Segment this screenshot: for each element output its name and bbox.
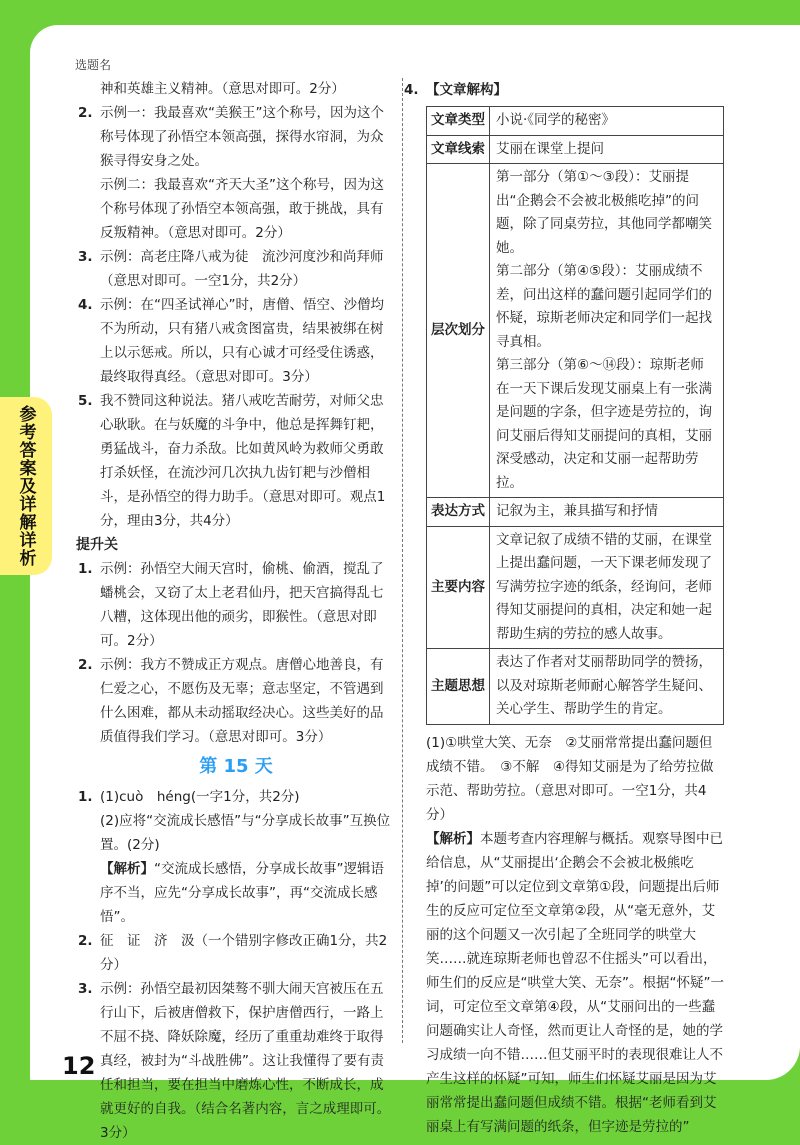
table-row <box>427 107 724 136</box>
analysis-tag: 【解析】 <box>426 830 480 847</box>
question-number: 3. <box>78 981 93 997</box>
answer-text: 示例：孙悟空最初因桀骜不驯大闹天宫被压在五行山下，后被唐僧救下，保护唐僧西行，一路上不屈不挠、降妖除魔，经历了重重劫难终于取得真经，被封为“斗战胜佛”。这让我懂得了要有责任和担当，要在担当中磨炼心性，不断成长，成就更好的自我。（结合名著内容，言之成理即可。3分） <box>100 981 391 1141</box>
part-text: 第一部分（第①～③段）：艾丽提出“企鹅会不会被北极熊吃掉”的问题，除了同桌劳拉，其他同学都嘲笑她。 <box>496 169 712 256</box>
advance-question-2 <box>76 653 396 749</box>
analysis-tag: 【解析】 <box>100 861 154 877</box>
answer-text: 示例一：我最喜欢“美猴王”这个称号，因为这个称号体现了孙悟空本领高强，探得水帘洞，为众猴寻得安身之处。 <box>100 105 384 169</box>
question-3 <box>76 245 396 293</box>
row-label: 文章类型 <box>427 107 490 136</box>
answer-text: 示例：我方不赞成正方观点。唐僧心地善良，有仁爱之心，不愿伤及无辜；意志坚定，不管遇到什么困难，都从未动摇取经决心。这些美好的品质值得我们学习。（意思对即可。3分） <box>100 657 384 745</box>
row-label: 文章线索 <box>427 135 490 164</box>
side-tab-label: 参考答案及详解详析 <box>15 405 36 567</box>
intro-line: 神和英雄主义精神。（意思对即可。2分） <box>100 81 345 97</box>
table-row <box>427 164 724 498</box>
question-number: 2. <box>78 933 93 949</box>
analysis-text <box>412 827 724 1139</box>
question-number: 4. <box>404 82 419 98</box>
question-4-structure <box>404 78 724 102</box>
answer-text: 征 证 济 汲（一个错别字修改正确1分，共2分） <box>100 933 388 973</box>
page-number: 12 <box>62 1052 96 1080</box>
part-text: 第二部分（第④⑤段）：艾丽成绩不差，问出这样的蠢问题引起同学们的怀疑，琼斯老师决定和同学们一起找寻真相。 <box>496 263 712 350</box>
answer-text: 示例：在“四圣试禅心”时，唐僧、悟空、沙僧均不为所动，只有猪八戒贪图富贵，结果被绑在树上以示惩戒。所以，只有心诚才可经受住诱惑，最终取得真经。（意思对即可。3分） <box>100 297 384 385</box>
question-number: 1. <box>78 561 93 577</box>
answer-text: (1)cuò héng(一字1分，共2分) <box>100 789 300 805</box>
advance-question-1 <box>76 557 396 653</box>
answer-text: 示例：孙悟空大闹天宫时，偷桃、偷酒，搅乱了蟠桃会，又窃了太上老君仙丹，把天宫搞得乱七八糟，这体现出他的顽劣，即猴性。（意思对即可。2分） <box>100 561 384 649</box>
part-text: 第三部分（第⑥～⑭段）：琼斯老师在一天下课后发现艾丽桌上有一张满是问题的字条，但字迹是劳拉的，询问艾丽后得知艾丽提问的真相，艾丽深受感动，决定和艾丽一起帮助劳拉。 <box>496 357 712 491</box>
answer-text: 示例二：我最喜欢“齐天大圣”这个称号，因为这个称号体现了孙悟空本领高强，敢于挑战，具有反叛精神。（意思对即可。2分） <box>100 177 384 241</box>
structure-title: 【文章解构】 <box>426 82 507 98</box>
answer-text: 示例：高老庄降八戒为徒 流沙河度沙和尚拜师（意思对即可。一空1分，共2分） <box>100 249 384 289</box>
right-column <box>404 78 724 1139</box>
row-label: 表达方式 <box>427 498 490 527</box>
analysis-text <box>100 857 396 929</box>
question-2 <box>76 101 396 245</box>
table-row <box>427 526 724 649</box>
table-row <box>427 649 724 725</box>
row-value: 小说·《同学的秘密》 <box>490 107 724 136</box>
row-value: 文章记叙了成绩不错的艾丽，在课堂上提出蠢问题，一天下课老师发现了写满劳拉字迹的纸条，经询问，老师得知艾丽提问的真相，决定和她一起帮助生病的劳拉的感人故事。 <box>490 526 724 649</box>
day-question-3 <box>76 977 396 1145</box>
analysis-body: 本题考查内容理解与概括。观察导图中已给信息，从“艾丽提出‘企鹅会不会被北极熊吃掉’的问题”可以定位到文章第①段，问题提出后师生的反应可定位至文章第②段，从“毫无意外，艾丽的这个问题又一次引起了全班同学的哄堂大笑……就连琼斯老师也曾忍不住摇头”可以看出，师生们的反应是“哄堂大笑、无奈”。根据“怀疑”一词，可定位至文章第④段，从“艾丽问出的一些蠢问题确实让人奇怪，然而更让人奇怪的是，她的学习成绩一向不错……但艾丽平时的表现很难让人不产生这样的怀疑”可知，师生们怀疑艾丽是因为艾丽常常提出蠢问题但成绩不错。根据“老师看到艾丽桌上有写满问题的纸条，但字迹是劳拉的” <box>426 830 724 1135</box>
question-number: 4. <box>78 297 93 313</box>
question-5 <box>76 389 396 533</box>
row-value: 艾丽在课堂上提问 <box>490 135 724 164</box>
table-row <box>427 498 724 527</box>
column-divider <box>402 78 403 1043</box>
row-value: 记叙为主，兼具描写和抒情 <box>490 498 724 527</box>
analysis-body: “交流成长感悟，分享成长故事”逻辑语序不当，应先“分享成长故事”，再“交流成长感悟”。 <box>100 861 384 925</box>
left-column <box>76 77 396 1145</box>
row-value <box>490 164 724 498</box>
row-label: 主要内容 <box>427 526 490 649</box>
question-number: 5. <box>78 393 93 409</box>
structure-table <box>426 106 724 725</box>
side-tab <box>0 397 52 575</box>
row-label: 层次划分 <box>427 164 490 498</box>
answer-text: 我不赞同这种说法。猪八戒吃苦耐劳，对师父忠心耿耿。在与妖魔的斗争中，他总是挥舞钉耙，勇猛战斗，奋力杀敌。比如黄风岭为救师父勇敢打杀妖怪，在流沙河几次执九齿钉耙与沙僧相斗，是孙悟空的得力助手。（意思对即可。观点1分，理由3分，共4分） <box>100 393 386 529</box>
day-question-1 <box>76 785 396 929</box>
header-label: 选题名 <box>75 58 112 72</box>
answer-text: (1)①哄堂大笑、无奈 ②艾丽常常提出蠢问题但成绩不错。 ③不解 ④得知艾丽是为了给劳拉做示范、帮助劳拉。（意思对即可。一空1分，共4分） <box>426 734 714 823</box>
answer-text: (2)应将“交流成长感悟”与“分享成长故事”互换位置。(2分) <box>100 813 391 853</box>
row-value: 表达了作者对艾丽帮助同学的赞扬，以及对琼斯老师耐心解答学生疑问、关心学生、帮助学生的肯定。 <box>490 649 724 725</box>
row-label: 主题思想 <box>427 649 490 725</box>
day-title: 第 15 天 <box>199 756 273 777</box>
question-number: 2. <box>78 105 93 121</box>
section-title: 提升关 <box>76 537 118 553</box>
question-4 <box>76 293 396 389</box>
question-number: 1. <box>78 789 93 805</box>
question-number: 2. <box>78 657 93 673</box>
table-row <box>427 135 724 164</box>
day-question-2 <box>76 929 396 977</box>
question-number: 3. <box>78 249 93 265</box>
